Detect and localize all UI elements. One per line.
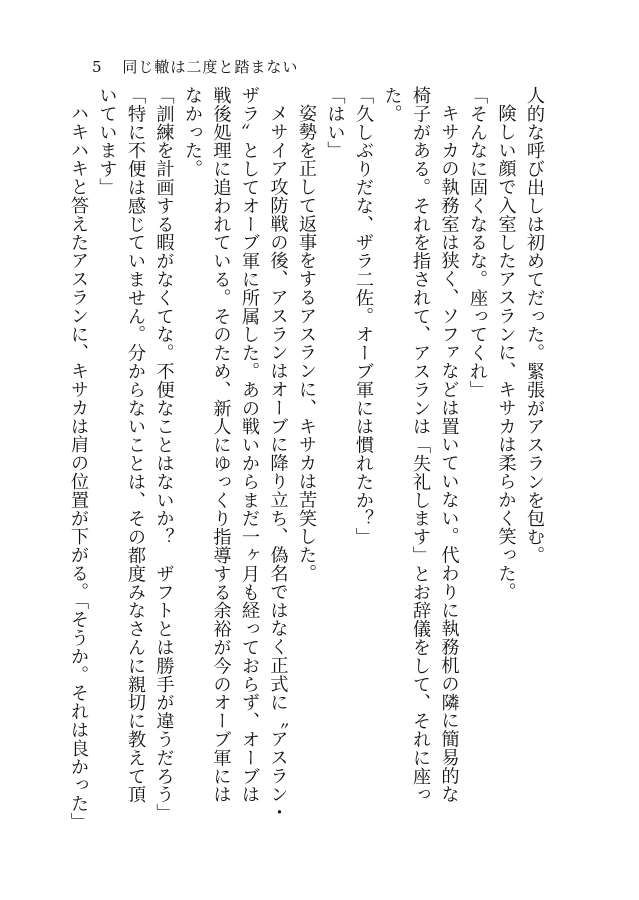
text-line: いています」 (96, 86, 118, 197)
text-line: 「特に不便は感じていません。分からないことは、その都度みなさんに親切に教えて頂 (125, 86, 146, 804)
text-line: 姿勢を正して返事をするアスランに、キサカは苦笑した。 (296, 104, 317, 583)
text-line: 人的な呼び出しは初めてだった。緊張がアスランを包む。 (524, 86, 545, 565)
text-line: 椅子がある。それを指されて、アスランは「失礼します」とお辞儀をして、それに座っ (410, 86, 431, 804)
text-line: 「訓練を計画する暇がなくてな。不便なことはないか？ ザフトとは勝手が違うだろう」 (153, 86, 175, 822)
text-line: 「久しぶりだな、ザラ二佐。オーブ軍には慣れたか？」 (353, 86, 374, 546)
text-line: メサイア攻防戦の後、アスランはオーブに降り立ち、偽名ではなく正式に〝アスラン・ (267, 104, 289, 822)
text-line: た。 (381, 86, 403, 123)
text-line: なかった。 (182, 86, 203, 178)
text-line: 「はい」 (324, 86, 346, 160)
text-line: 「そんなに固くなるな。座ってくれ」 (467, 86, 488, 399)
text-line: 戦後処理に追われている。そのため、新人にゆっくり指導する余裕が今のオーブ軍には (210, 86, 232, 804)
vertical-body-text (68, 86, 548, 846)
text-line: ハキハキと答えたアスランに、キサカは肩の位置が下がる。「そうか。それは良かった」 (68, 104, 89, 832)
text-line: ザラ〟としてオーブ軍に所属した。あの戦いからまだ一ヶ月も経っておらず、オーブは (239, 86, 260, 804)
text-line: キサカの執務室は狭く、ソファなどは置いていない。代わりに執務机の隣に簡易的な (438, 104, 460, 804)
page-number: 5 (92, 58, 103, 76)
chapter-title: 同じ轍は二度と踏まない (122, 58, 299, 76)
text-line: 険しい顔で入室したアスランに、キサカは柔らかく笑った。 (495, 104, 517, 601)
running-header (92, 56, 298, 77)
